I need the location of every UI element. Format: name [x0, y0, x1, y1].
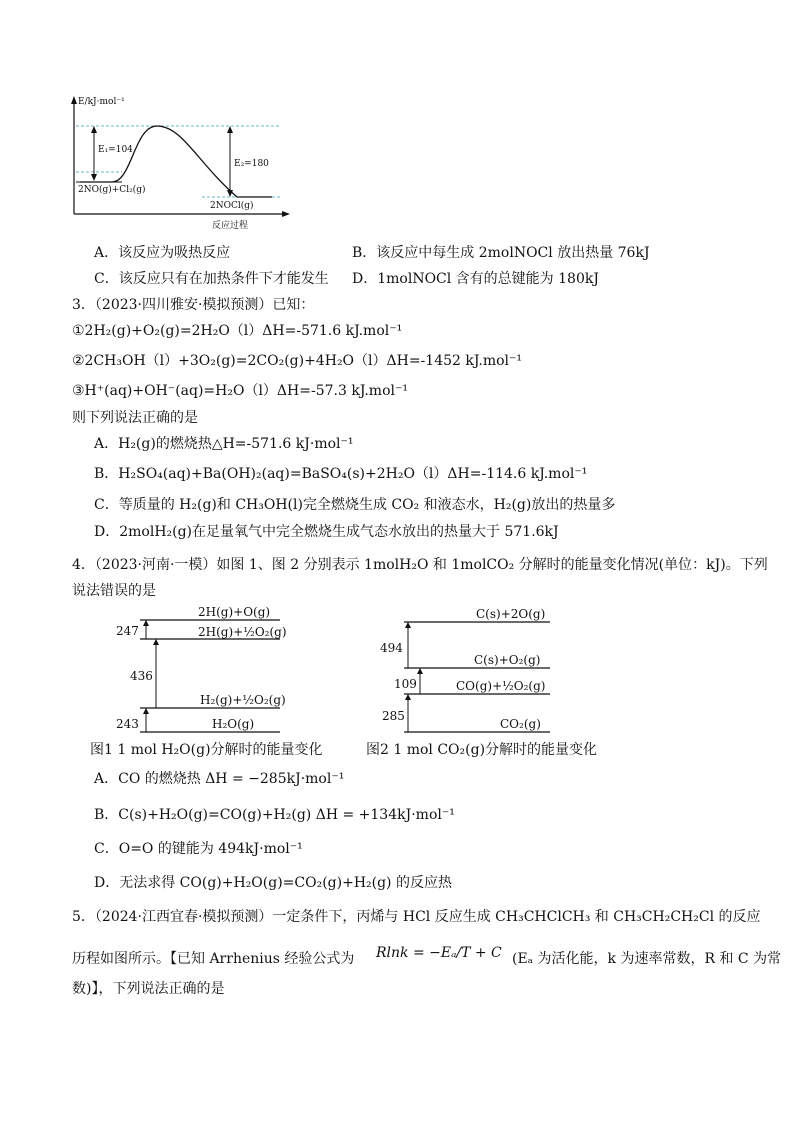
- q2-option-a: A．该反应为吸热反应: [94, 245, 231, 261]
- y-axis-label: E/kJ·mol⁻¹: [78, 97, 125, 107]
- h2o-energy-level-diagram: [108, 600, 290, 738]
- co2-level-1: C(s)+2O(g): [476, 607, 546, 621]
- q4-stem-line2: 说法错误的是: [72, 583, 156, 599]
- e1-label: E₁=104: [98, 145, 133, 155]
- q3-option-a: A．H₂(g)的燃烧热△H=-571.6 kJ·mol⁻¹: [94, 436, 354, 452]
- q3-equation-2: ②2CH₃OH（l）+3O₂(g)=2CO₂(g)+4H₂O（l）ΔH=-1452 kJ.mol⁻¹: [72, 353, 523, 369]
- h2o-val-436: 436: [130, 669, 153, 683]
- h2o-level-3: H₂(g)+½O₂(g): [200, 693, 286, 707]
- q4-option-d: D．无法求得 CO(g)+H₂O(g)=CO₂(g)+H₂(g) 的反应热: [94, 875, 452, 891]
- co2-val-494: 494: [380, 641, 403, 655]
- co2-level-3: CO(g)+½O₂(g): [456, 679, 546, 693]
- q3-equation-3: ③H⁺(aq)+OH⁻(aq)=H₂O（l）ΔH=-57.3 kJ.mol⁻¹: [72, 383, 408, 399]
- co2-val-109: 109: [394, 677, 417, 691]
- q3-equation-1: ①2H₂(g)+O₂(g)=2H₂O（l）ΔH=-571.6 kJ.mol⁻¹: [72, 323, 403, 339]
- q3-option-b: B．H₂SO₄(aq)+Ba(OH)₂(aq)=BaSO₄(s)+2H₂O（l）ΔH=-114.6 kJ.mol⁻¹: [94, 466, 588, 482]
- q5-line2-prefix: 历程如图所示。【已知 Arrhenius 经验公式为: [72, 951, 355, 967]
- q5-line3: 数)】，下列说法正确的是: [72, 981, 225, 997]
- q3-stem: 3．（2023·四川雅安·模拟预测）已知：: [72, 297, 315, 313]
- e2-label: E₂=180: [234, 159, 269, 169]
- x-axis-label: 反应过程: [212, 221, 249, 231]
- arrhenius-formula: Rlnk = −Eₐ/T + C: [376, 945, 502, 961]
- energy-profile-figure: [62, 92, 292, 232]
- co2-level-4: CO₂(g): [500, 717, 541, 731]
- q4-stem-line1: 4．（2023·河南·一模）如图 1、图 2 分别表示 1molH₂O 和 1molCO₂ 分解时的能量变化情况(单位：kJ)。下列: [72, 557, 768, 573]
- q4-option-c: C．O=O 的键能为 494kJ·mol⁻¹: [94, 841, 303, 857]
- co2-energy-level-diagram: [378, 600, 560, 738]
- h2o-level-4: H₂O(g): [212, 717, 255, 731]
- fig2-caption: 图2 1 mol CO₂(g)分解时的能量变化: [366, 742, 598, 758]
- q5-line1: 5．（2024·江西宜春·模拟预测）一定条件下，丙烯与 HCl 反应生成 CH₃CHClCH₃ 和 CH₃CH₂CH₂Cl 的反应: [72, 909, 761, 925]
- q3-option-d: D．2molH₂(g)在足量氧气中完全燃烧生成气态水放出的热量大于 571.6kJ: [94, 524, 559, 540]
- co2-level-2: C(s)+O₂(g): [474, 653, 541, 667]
- fig1-caption: 图1 1 mol H₂O(g)分解时的能量变化: [90, 742, 323, 758]
- co2-val-285: 285: [382, 709, 405, 723]
- q3-question: 则下列说法正确的是: [72, 410, 198, 426]
- q2-option-c: C．该反应只有在加热条件下才能发生: [94, 271, 329, 287]
- q4-option-b: B．C(s)+H₂O(g)=CO(g)+H₂(g) ΔH = +134kJ·mol⁻¹: [94, 807, 455, 823]
- q5-line2-suffix: (Eₐ 为活化能，k 为速率常数，R 和 C 为常: [512, 951, 782, 967]
- q2-option-d: D．1molNOCl 含有的总键能为 180kJ: [352, 271, 599, 287]
- reactant-label: 2NO(g)+Cl₂(g): [78, 185, 146, 195]
- q4-option-a: A．CO 的燃烧热 ΔH = −285kJ·mol⁻¹: [94, 771, 345, 787]
- product-label: 2NOCl(g): [210, 201, 254, 211]
- q2-option-b: B．该反应中每生成 2molNOCl 放出热量 76kJ: [352, 245, 650, 261]
- h2o-level-1: 2H(g)+O(g): [198, 605, 271, 619]
- h2o-val-243: 243: [116, 717, 139, 731]
- h2o-level-2: 2H(g)+½O₂(g): [198, 625, 287, 639]
- h2o-val-247: 247: [116, 624, 139, 638]
- q3-option-c: C．等质量的 H₂(g)和 CH₃OH(l)完全燃烧生成 CO₂ 和液态水，H₂(g)放出的热量多: [94, 497, 616, 513]
